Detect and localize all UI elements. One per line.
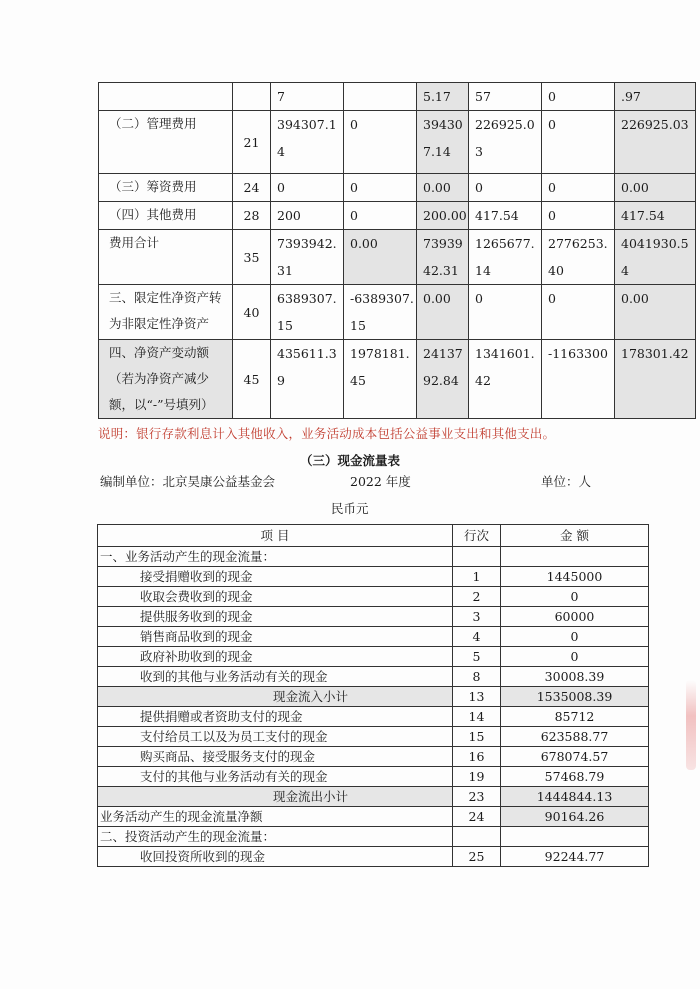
- cash-flow-line: 23: [453, 787, 501, 807]
- cash-flow-line: 3: [453, 607, 501, 627]
- cash-flow-item: 收回投资所收到的现金: [98, 847, 453, 867]
- cash-flow-line: 2: [453, 587, 501, 607]
- cash-flow-item: 收到的其他与业务活动有关的现金: [98, 667, 453, 687]
- table-row: [98, 727, 649, 747]
- row-label: （四）其他费用: [99, 202, 233, 230]
- cash-flow-line: 13: [453, 687, 501, 707]
- value-cell: 5.17: [417, 83, 469, 111]
- table-row: [99, 174, 696, 202]
- value-cell: 417.54: [615, 202, 696, 230]
- currency-unit-continued: 民币元: [331, 501, 369, 516]
- value-cell: 1265677.14: [469, 230, 542, 285]
- value-cell: 226925.03: [469, 111, 542, 174]
- cash-flow-line: 14: [453, 707, 501, 727]
- line-number: 35: [233, 230, 271, 285]
- cash-flow-line: 19: [453, 767, 501, 787]
- cash-flow-amount: 1445000: [501, 567, 649, 587]
- line-number: 28: [233, 202, 271, 230]
- value-cell: 7: [271, 83, 344, 111]
- value-cell: 394307.14: [417, 111, 469, 174]
- value-cell: 0: [344, 202, 417, 230]
- line-number: 40: [233, 285, 271, 340]
- cash-flow-amount: 1444844.13: [501, 787, 649, 807]
- value-cell: 7393942.31: [417, 230, 469, 285]
- cash-flow-line: [453, 547, 501, 567]
- value-cell: 0.00: [417, 174, 469, 202]
- value-cell: 7393942.31: [271, 230, 344, 285]
- row-label: （三）筹资费用: [99, 174, 233, 202]
- cash-flow-item: 收取会费收到的现金: [98, 587, 453, 607]
- compiling-unit: 编制单位：北京昊康公益基金会: [100, 474, 276, 489]
- cash-flow-amount: 623588.77: [501, 727, 649, 747]
- cash-flow-amount: 0: [501, 647, 649, 667]
- value-cell: 0.00: [615, 285, 696, 340]
- value-cell: 2413792.84: [417, 340, 469, 419]
- value-cell: 57: [469, 83, 542, 111]
- cash-flow-amount: 30008.39: [501, 667, 649, 687]
- table-row: [98, 607, 649, 627]
- table-row: [98, 567, 649, 587]
- value-cell: 6389307.15: [271, 285, 344, 340]
- cash-flow-amount: 57468.79: [501, 767, 649, 787]
- line-number: 21: [233, 111, 271, 174]
- value-cell: .97: [615, 83, 696, 111]
- table-row: [98, 687, 649, 707]
- cash-flow-amount: 60000: [501, 607, 649, 627]
- table-row: [98, 767, 649, 787]
- table-row: [98, 587, 649, 607]
- cash-flow-item: 提供服务收到的现金: [98, 607, 453, 627]
- cash-flow-item: 业务活动产生的现金流量净额: [98, 807, 453, 827]
- value-cell: 0: [542, 202, 615, 230]
- value-cell: 0: [271, 174, 344, 202]
- value-cell: [344, 83, 417, 111]
- cash-flow-amount: [501, 547, 649, 567]
- cash-flow-item: 支付给员工以及为员工支付的现金: [98, 727, 453, 747]
- value-cell: 394307.14: [271, 111, 344, 174]
- value-cell: 0.00: [417, 285, 469, 340]
- table-row: [98, 667, 649, 687]
- value-cell: 0: [542, 111, 615, 174]
- table-row: [98, 707, 649, 727]
- column-header-item: 项 目: [98, 525, 453, 547]
- table-row: [99, 202, 696, 230]
- value-cell: 200.00: [417, 202, 469, 230]
- cash-flow-line: 25: [453, 847, 501, 867]
- cash-flow-table: [97, 524, 649, 867]
- cash-flow-item: 现金流入小计: [98, 687, 453, 707]
- value-cell: 0: [542, 285, 615, 340]
- cash-flow-line: 24: [453, 807, 501, 827]
- value-cell: 178301.42: [615, 340, 696, 419]
- cash-flow-amount: 92244.77: [501, 847, 649, 867]
- cash-flow-amount: 85712: [501, 707, 649, 727]
- value-cell: 0: [542, 174, 615, 202]
- explanation-note: 说明：银行存款利息计入其他收入，业务活动成本包括公益事业支出和其他支出。: [98, 426, 556, 441]
- cash-flow-amount: 0: [501, 627, 649, 647]
- value-cell: 0.00: [344, 230, 417, 285]
- cash-flow-item: 政府补助收到的现金: [98, 647, 453, 667]
- line-number: [233, 83, 271, 111]
- cash-flow-amount: 678074.57: [501, 747, 649, 767]
- cash-flow-line: 1: [453, 567, 501, 587]
- value-cell: 0: [542, 83, 615, 111]
- cash-flow-amount: 1535008.39: [501, 687, 649, 707]
- cash-flow-item: 二、投资活动产生的现金流量：: [98, 827, 453, 847]
- line-number: 45: [233, 340, 271, 419]
- table-row: [99, 340, 696, 419]
- cash-flow-item: 支付的其他与业务活动有关的现金: [98, 767, 453, 787]
- value-cell: 0: [469, 174, 542, 202]
- cash-flow-line: 4: [453, 627, 501, 647]
- cash-flow-header-row: [98, 525, 649, 547]
- row-label: 四、净资产变动额（若为净资产减少额，以“-”号填列）: [99, 340, 233, 419]
- table-row: [98, 547, 649, 567]
- value-cell: 0: [344, 174, 417, 202]
- line-number: 24: [233, 174, 271, 202]
- row-label: [99, 83, 233, 111]
- table-row: [99, 285, 696, 340]
- column-header-line: 行次: [453, 525, 501, 547]
- cash-flow-amount: 0: [501, 587, 649, 607]
- cash-flow-line: [453, 827, 501, 847]
- table-row: [98, 747, 649, 767]
- cash-flow-item: 接受捐赠收到的现金: [98, 567, 453, 587]
- cash-flow-item: 提供捐赠或者资助支付的现金: [98, 707, 453, 727]
- cash-flow-line: 15: [453, 727, 501, 747]
- cash-flow-item: 购买商品、接受服务支付的现金: [98, 747, 453, 767]
- cash-flow-line: 5: [453, 647, 501, 667]
- value-cell: 417.54: [469, 202, 542, 230]
- seal-stamp-edge: [686, 680, 696, 770]
- row-label: 费用合计: [99, 230, 233, 285]
- row-label: 三、限定性净资产转为非限定性净资产: [99, 285, 233, 340]
- value-cell: 1341601.42: [469, 340, 542, 419]
- table-row: [98, 647, 649, 667]
- value-cell: -6389307.15: [344, 285, 417, 340]
- cash-flow-amount: [501, 827, 649, 847]
- value-cell: 0: [469, 285, 542, 340]
- table-row: [99, 111, 696, 174]
- value-cell: 200: [271, 202, 344, 230]
- table-row: [98, 827, 649, 847]
- row-label: （二）管理费用: [99, 111, 233, 174]
- cash-flow-amount: 90164.26: [501, 807, 649, 827]
- value-cell: 2776253.40: [542, 230, 615, 285]
- section-title: （三）现金流量表: [299, 453, 400, 468]
- table-row: [99, 83, 696, 111]
- cash-flow-line: 16: [453, 747, 501, 767]
- value-cell: 0.00: [615, 174, 696, 202]
- cash-flow-item: 现金流出小计: [98, 787, 453, 807]
- value-cell: 1978181.45: [344, 340, 417, 419]
- cash-flow-line: 8: [453, 667, 501, 687]
- value-cell: 435611.39: [271, 340, 344, 419]
- income-expense-table: [98, 82, 696, 419]
- currency-unit: 单位：人: [541, 474, 592, 489]
- value-cell: 0: [344, 111, 417, 174]
- value-cell: 226925.03: [615, 111, 696, 174]
- table-row: [98, 787, 649, 807]
- table-row: [98, 807, 649, 827]
- table-row: [99, 230, 696, 285]
- value-cell: -1163300: [542, 340, 615, 419]
- value-cell: 4041930.54: [615, 230, 696, 285]
- cash-flow-item: 销售商品收到的现金: [98, 627, 453, 647]
- table-row: [98, 627, 649, 647]
- table-row: [98, 847, 649, 867]
- cash-flow-item: 一、业务活动产生的现金流量：: [98, 547, 453, 567]
- report-year: 2022 年度: [350, 474, 411, 489]
- column-header-amount: 金 额: [501, 525, 649, 547]
